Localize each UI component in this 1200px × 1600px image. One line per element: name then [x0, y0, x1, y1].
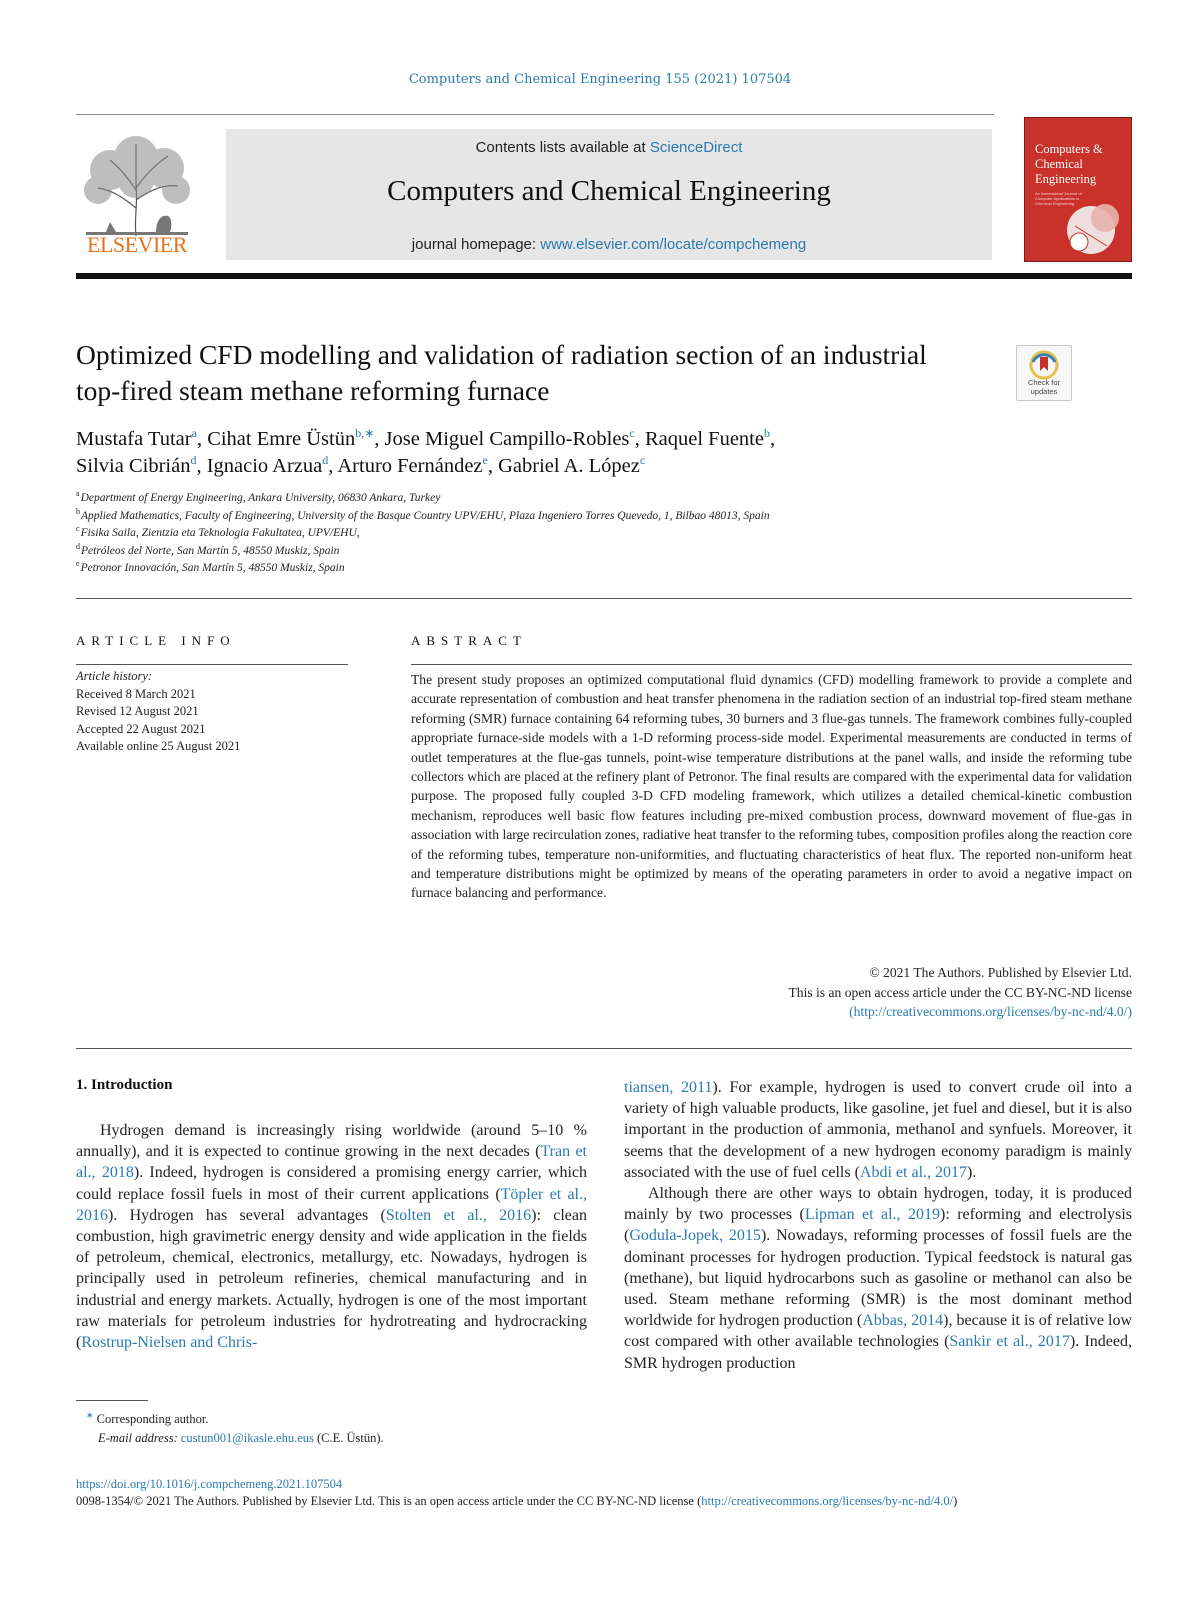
header-rule — [76, 114, 994, 115]
affiliation-item: $^c$Fisika Saila, Zientzia eta Teknologia Fakultatea, UPV/EHU, — [76, 524, 360, 539]
publisher-logo-text: ELSEVIER — [87, 232, 187, 257]
article-info-rule — [76, 664, 348, 665]
email-label: E-mail address: — [98, 1431, 181, 1446]
author-name: Cihat Emre Üstün — [207, 428, 356, 450]
accepted-date: Accepted 22 August 2021 — [76, 721, 206, 736]
journal-name: Computers and Chemical Engineering — [387, 175, 831, 207]
affiliation-marker: d — [76, 541, 80, 551]
citation-link[interactable]: Abbas, 2014 — [862, 1312, 944, 1330]
email-suffix: (C.E. Üstün). — [313, 1431, 384, 1446]
body-rule — [76, 1048, 1132, 1049]
masthead-rule — [76, 273, 1132, 279]
affiliation-item: $^e$Petronor Innovación, San Martín 5, 48550 Muskiz, Spain — [76, 559, 345, 574]
cover-art-icon — [1061, 196, 1125, 258]
citation-link[interactable]: tiansen, 2011 — [624, 1079, 713, 1096]
abstract-copyright — [611, 963, 1132, 1022]
citation-link[interactable]: Stolten et al., 2016 — [385, 1206, 532, 1224]
body-paragraph: Although there are other ways to obtain hydrogen, today, it is produced mainly by two processes (Lipman et al., 2019): reforming and electrolysis (Godula-Jopek, 2015). Nowadays, reforming processes of fossil fuels are the dominant processes for hydrogen production. Typical feedstock is natural gas (methane), but liquid hydrocarbons such as gasoline or methanol can also be used. Steam methane reforming (SMR) is the most dominant method worldwide for hydrogen production (Abbas, 2014), because it is of relative low cost compared with other available technologies (Sankir et al., 2017). Indeed, SMR hydrogen production — [624, 1185, 1133, 1372]
contents-line — [226, 139, 992, 156]
revised-date: Revised 12 August 2021 — [76, 704, 199, 718]
abstract-text: The present study proposes an optimized computational fluid dynamics (CFD) modelling framework to provide a complete and accurate representation of combustion and heat transfer phenomena in the radiation section of an industrial top-fired steam methane reforming (SMR) furnace containing 64 reforming tubes, 30 burners and 3 flue-gas tunnels. The framework combines fully-coupled appropriate furnace-side models with a 1-D reforming process-side model. Experimental measurements are conducted in terms of outlet temperatures at the flue-gas tunnels, point-wise temperature distributions at the panel walls, and inside the reforming tube collectors which are placed at the refinery plant of Petronor. The final results are compared with the experimental data for validation purpose. The proposed fully coupled 3-D CFD modeling framework, which utilizes a detailed chemical-kinetic combustion mechanism, reproduces well basic flow features including pre-mixed combustion process, downward movement of flue-gas in association with large recirculation zones, radiative heat transfer to the reforming tubes, composition profiles along the reaction core of the reforming tubes, temperature non-uniformities, and fluctuating characteristics of heat flux. The reported non-uniform heat and temperature distributions might be optimized by means of the operating parameters in order to avoid a negative impact on furnace balancing and performance. — [411, 672, 1132, 901]
available-date: Available online 25 August 2021 — [76, 739, 241, 753]
affiliation-item: $^a$Department of Energy Engineering, Ankara University, 06830 Ankara, Turkey — [76, 489, 441, 504]
author-affiliation-marker[interactable]: b — [763, 426, 770, 441]
author-name: Mustafa Tutar — [76, 428, 192, 450]
author-name: Gabriel A. López — [498, 455, 640, 477]
journal-citation[interactable]: Computers and Chemical Engineering 155 (2021) 107504 — [408, 72, 792, 87]
article-info-heading: ARTICLE INFO — [76, 633, 236, 648]
affiliation-marker: e — [76, 559, 80, 569]
author-name: Raquel Fuente — [644, 428, 764, 450]
article-title: Optimized CFD modelling and validation of radiation section of an industrial top-fired steam methane reforming furnace — [76, 339, 927, 406]
copyright-line: © 2021 The Authors. Published by Elsevier Ltd. — [869, 965, 1132, 980]
journal-homepage-link[interactable]: www.elsevier.com/locate/compchemeng — [540, 236, 807, 253]
section-heading-introduction: 1. Introduction — [76, 1077, 173, 1093]
author-list: Mustafa Tutar$^a$, Cihat Emre Üstün$^{b,∗}$, Jose Miguel Campillo-Robles$^c$, Raquel Fuente$^b$, Silvia Cibrián$^d$, Ignacio Arzua$^d$, Arturo Fernández$^e$, Gabriel A. López$^c$ — [76, 426, 776, 477]
received-date: Received 8 March 2021 — [76, 686, 196, 701]
elsevier-logo — [76, 128, 198, 258]
author-affiliation-marker[interactable]: e — [482, 453, 488, 468]
check-for-updates-badge[interactable] — [1016, 345, 1072, 401]
author-affiliation-marker[interactable]: a — [191, 426, 197, 441]
cover-title: Computers & Chemical Engineering — [1035, 142, 1103, 186]
body-paragraph: tiansen, 2011). For example, hydrogen is used to convert crude oil into a variety of high valuable products, like gasoline, jet fuel and diesel, but it is also important in the production of ammonia, methanol and synfuels. Moreover, it seems that the development of a new hydrogen economy paradigm is mainly associated with the use of fuel cells (Abdi et al., 2017). — [624, 1079, 1132, 1181]
affiliation-item: $^d$Petróleos del Norte, San Martín 5, 48550 Muskiz, Spain — [76, 541, 340, 557]
sciencedirect-link[interactable]: ScienceDirect — [649, 139, 743, 156]
author-affiliation-marker[interactable]: b,∗ — [355, 426, 375, 441]
license-statement: This is an open access article under the CC BY-NC-ND license — [788, 984, 1132, 1000]
check-for-updates-label: Check for updates — [1027, 378, 1061, 396]
footnote-rule — [76, 1400, 148, 1401]
author-name: Arturo Fernández — [337, 455, 483, 477]
footnote-marker: ∗ — [86, 1410, 94, 1420]
footer-license-link[interactable]: http://creativecommons.org/licenses/by-nc-nd/4.0/ — [701, 1494, 954, 1508]
footer-license-suffix: ) — [953, 1494, 958, 1508]
contents-prefix: Contents lists available at — [475, 139, 650, 156]
author-affiliation-marker[interactable]: c — [639, 453, 646, 468]
email-link[interactable]: custun001@ikasle.ehu.eus — [180, 1431, 314, 1446]
article-history — [76, 668, 356, 756]
abstract-heading: ABSTRACT — [411, 633, 527, 648]
citation-link[interactable]: Sankir et al., 2017 — [949, 1333, 1070, 1351]
citation-link[interactable]: Rostrup-Nielsen and Chris- — [81, 1334, 258, 1352]
citation-link[interactable]: Abdi et al., 2017 — [859, 1163, 968, 1181]
doi-link[interactable]: https://doi.org/10.1016/j.compchemeng.2021.107504 — [76, 1477, 343, 1491]
homepage-prefix: journal homepage: — [411, 236, 541, 253]
citation-link[interactable]: Töpler et al., 2016 — [76, 1185, 587, 1224]
body-column-right — [624, 1077, 1132, 1374]
author-affiliation-marker[interactable]: c — [629, 426, 635, 441]
corresponding-author-label: Corresponding author. — [96, 1412, 209, 1427]
author-affiliation-marker[interactable]: d — [190, 453, 197, 468]
author-name: Jose Miguel Campillo-Robles — [384, 428, 630, 450]
body-column-left — [76, 1120, 587, 1353]
license-url-link[interactable]: (http://creativecommons.org/licenses/by-nc-nd/4.0/) — [849, 1004, 1132, 1019]
citation-link[interactable]: Lipman et al., 2019 — [804, 1206, 940, 1224]
citation-link[interactable]: Godula-Jopek, 2015 — [629, 1227, 761, 1245]
homepage-line — [226, 236, 992, 253]
affiliation-list — [76, 490, 1136, 578]
affiliation-marker: c — [76, 524, 80, 534]
author-name: Ignacio Arzua — [206, 455, 323, 477]
footer-license-prefix: 0098-1354/© 2021 The Authors. Published by Elsevier Ltd. This is an open access article under the CC BY-NC-ND license ( — [76, 1494, 702, 1508]
affiliation-item: $^b$Applied Mathematics, Faculty of Engineering, University of the Basque Country UPV/EHU, Plaza Ingeniero Torres Quevedo, 1, Bilbao 48013, Spain — [76, 506, 770, 522]
journal-banner — [226, 129, 992, 260]
affiliation-marker: a — [76, 489, 80, 499]
citation-link[interactable]: Tran et al., 2018 — [76, 1143, 588, 1182]
footer-license — [76, 1494, 1136, 1509]
cover-subtitle: An International Journal of Computer Applications in Chemical Engineering — [1035, 191, 1082, 206]
footnote — [76, 1406, 596, 1448]
author-affiliation-marker[interactable]: d — [322, 453, 329, 468]
abstract-rule — [411, 664, 1132, 665]
affiliation-rule — [76, 598, 1132, 599]
history-label: Article history: — [76, 669, 153, 683]
affiliation-marker: b — [76, 506, 80, 516]
journal-cover-thumbnail[interactable] — [1024, 117, 1132, 262]
author-name: Silvia Cibrián — [76, 455, 191, 477]
crossmark-icon — [1017, 348, 1071, 382]
body-paragraph: Hydrogen demand is increasingly rising worldwide (around 5–10 % annually), and it is expected to continue growing in the next decades (Tran et al., 2018). Indeed, hydrogen is considered a promising energy carrier, which could replace fossil fuels in most of their current applications (Töpler et al., 2016). Hydrogen has several advantages (Stolten et al., 2016): clean combustion, high gravimetric energy density and wide application in the fields of petroleum, chemical, electronics, metallurgy, etc. Nowadays, hydrogen is principally used in petroleum refineries, chemical manufacturing and in industrial and energy markets. Actually, hydrogen is one of the most important raw materials for petroleum industries for hydrotreating and hydrocracking (Rostrup-Nielsen and Chris- — [76, 1122, 588, 1352]
